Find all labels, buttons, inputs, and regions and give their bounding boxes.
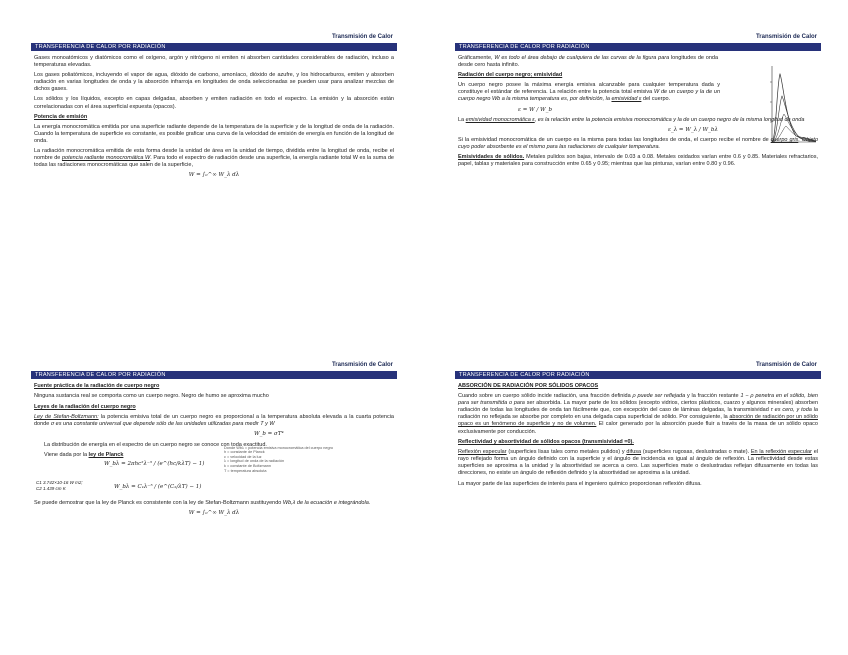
paragraph: La energía monocromática emitida por una superficie radiante depende de la temperatura de la superficie y de la longitud de onda de la radiación. Cuando la temperatura de superficie es constante, es posible graficar una curva de la velocidad de emisión de energía en función de la longitud de onda. <box>34 123 394 144</box>
section-heading: Radiación del cuerpo negro; emisividad <box>458 72 563 79</box>
section-bar: TRANSFERENCIA DE CALOR POR RADIACIÓN <box>455 43 821 51</box>
paragraph <box>458 449 818 477</box>
term: potencia radiante monocromática W <box>61 155 151 162</box>
slide-3 <box>31 360 397 650</box>
text: absorción de radiación por un sólido opaco es un fenómeno de superficie y no de volumen. <box>458 414 818 428</box>
text: , es la relación entre la potencia emisiva monocromática y la de un cuerpo negro de la misma longitud de onda <box>534 116 805 123</box>
paragraph: Ninguna sustancia real se comporta como un cuerpo negro. Negro de humo se aproxima mucho <box>34 393 269 400</box>
text: longitudes de onda desde cero hasta infinito. <box>458 55 718 69</box>
equation: W_b = σT⁴ <box>254 431 284 438</box>
slide-header: Transmisión de Calor <box>331 362 393 368</box>
term: ley de Planck <box>88 451 124 458</box>
section-heading: Potencia de emisión <box>34 113 88 120</box>
slide-body <box>455 383 821 488</box>
legend-line: Donde Wbλ = potencia emisiva monocromática del cuerpo negro <box>224 445 334 450</box>
section-heading: ABSORCIÓN DE RADIACIÓN POR SÓLIDOS OPACOS <box>458 383 599 389</box>
text: Viene dada por la <box>44 451 89 458</box>
equation: ε_λ = W_λ / W_bλ <box>668 126 718 133</box>
text: 1 − ρ penetra en el sólido, bien para ser transmitida o para <box>458 393 818 407</box>
term: En la reflexión especular <box>750 448 812 455</box>
section-bar: TRANSFERENCIA DE CALOR POR RADIACIÓN <box>455 371 821 379</box>
text: La radiación monocromática emitida de esta forma desde la unidad de área en la unidad de tiempo, dividida entre la longitud de onda, recibe el nombre de <box>34 148 394 162</box>
slide-1 <box>31 32 397 322</box>
paragraph <box>34 148 394 169</box>
term: Ley de Stefan-Boltzmann: <box>34 414 99 421</box>
text: ser absorbida. La mayor parte de los sólidos (excepto vidrios, ciertos plásticos, cuarzo y algunos minerales) absorben radiación de todas las longitudes de onda tan fácilmente que, con excepción del caso de láminas delgadas, la transmisividad <box>458 400 818 414</box>
legend-line: h = constante de Planck <box>224 450 265 455</box>
term: difusa <box>626 448 642 455</box>
paragraph <box>34 414 394 428</box>
term: emisividad monocromática ε <box>465 116 535 123</box>
section-heading: Fuente práctica de la radiación de cuerpo negro <box>34 383 160 389</box>
term: emisividad ε <box>611 96 642 103</box>
paragraph <box>34 500 394 507</box>
text: Gráficamente, <box>458 55 495 61</box>
paragraph <box>458 154 818 168</box>
planck-legend <box>224 446 394 474</box>
section-heading: Reflectividad y absortividad de sólidos opacos (transmisividad =0). <box>458 438 634 445</box>
term: cuerpo gris <box>770 136 799 143</box>
paragraph: Los gases poliatómicos, incluyendo el vapor de agua, dióxido de carbono, amoníaco, dióxido de azufre, y los hidrocarburos, emiten y absorben radiación en varias longitudes de onda y la absorción infrarroja en longitudes de onda seleccionadas se pueden usar para analizar mezclas de dichos gases. <box>34 72 394 93</box>
paragraph <box>458 393 818 436</box>
constant: C2 1.439 cm K <box>36 485 66 491</box>
text: τ es cero, y toda la <box>770 407 818 414</box>
legend-line: λ = longitud de onda de la radiación <box>224 459 285 464</box>
slide-2 <box>455 32 821 322</box>
paragraph: Los sólidos y los líquidos, excepto en capas delgadas, absorben y emiten radiación en todo el espectro. La emisión y la absorción están correlacionadas con el área superficial expuesta (opacos). <box>34 96 394 110</box>
text: El calor generado por la absorción puede fluir a través de la masa de un sólido opaco exclusivamente por conducción. <box>458 421 818 435</box>
text: y la fracción restante <box>685 393 741 400</box>
slide-body <box>31 55 397 179</box>
text: La <box>458 116 466 123</box>
paragraph <box>458 82 720 103</box>
constant: C1 3.742×10-16 W m2; <box>36 479 83 485</box>
text: Metales pulidos son bajas, intervalo de 0.03 a 0.08. Metales oxidados varían entre 0.6 y 0.85. Materiales refractarios, papel, tablas y materiales para construcción entre 0.65 y 0.95; mientras que las pinturas, varían entre 0.80 y 0.96. <box>458 154 818 168</box>
term: Emisividades de sólidos. <box>458 154 525 161</box>
text: el rayo reflejado forma un ángulo definido con la superficie y el ángulo de incidencia es igual al ángulo de reflexión. La reflectividad desde estas superficies se aproxima a la unidad y la absortividad se acerca a cero. Las superficies mate o deslustradas reflejan difusamente en todas las direcciones, no existe un ángulo de reflexión definido y la absortividad se aproxima a la unidad. <box>458 448 818 477</box>
blackbody-curves-figure <box>762 62 818 152</box>
legend-line: T = temperatura absoluta <box>224 468 267 473</box>
text: Un cuerpo negro posee la máxima energía emisiva alcanzable para cualquier temperatura dada y constituye el estándar de referencia. La relación entre la potencia total emisiva <box>458 82 720 96</box>
text: W de un cuerpo y la de un cuerpo negro Wb a la misma temperatura es, por definición, la <box>458 89 720 103</box>
equation: W_bλ = 2πhc²λ⁻⁵ / (e^(hc/kλT) − 1) <box>104 460 205 467</box>
text: Wb,λ de la ecuación e integrándola. <box>282 499 371 506</box>
section-bar: TRANSFERENCIA DE CALOR POR RADIACIÓN <box>31 43 397 51</box>
slide-body <box>31 383 397 517</box>
text: (superficies lisas tales como metales pulidos) y <box>506 448 627 455</box>
text: σ es una constante universal que depende sólo de las unidades utilizadas para medir T y W <box>50 421 275 428</box>
text: Si la emisividad monocromática de un cuerpo es la misma para todas las longitudes de onda, el cuerpo recibe el nombre de <box>458 136 771 143</box>
term: Reflexión especular <box>458 448 507 455</box>
text: la potencia emisiva total de un cuerpo negro es proporcional a la temperatura absoluta elevada a la cuarta potencia donde <box>34 414 394 428</box>
slide-4 <box>455 360 821 650</box>
slide-header: Transmisión de Calor <box>755 362 817 368</box>
section-heading: Leyes de la radiación del cuerpo negro <box>34 404 136 411</box>
equation: W = ∫₀^∞ W_λ dλ <box>188 172 240 179</box>
section-bar: TRANSFERENCIA DE CALOR POR RADIACIÓN <box>31 371 397 379</box>
legend-line: c = velocidad de la luz <box>224 454 262 459</box>
equation: W = ∫₀^∞ W_λ dλ <box>188 509 240 516</box>
slide-header: Transmisión de Calor <box>331 34 393 40</box>
text: del cuerpo. <box>641 96 671 103</box>
text: (superficies rugosas, deslustradas o mate). <box>641 448 751 455</box>
equation: W_bλ = C₁λ⁻⁵ / (e^(C₂/λT) − 1) <box>114 483 202 490</box>
paragraph: La distribución de energía en el espectro de un cuerpo negro se conoce con toda exactitud. <box>44 441 267 448</box>
slide-header: Transmisión de Calor <box>755 34 817 40</box>
text: Se puede demostrar que la ley de Planck es consistente con la ley de Stefan-Boltzmann sustituyendo <box>34 499 283 506</box>
paragraph <box>458 55 718 69</box>
text: Cuando sobre un cuerpo sólido incide radiación, una fracción definida <box>458 393 633 400</box>
text: . Objeto cuyo poder absorbente es el mismo para las radiaciones de cualquier temperatura. <box>458 136 818 150</box>
text: ρ puede ser reflejada <box>632 393 686 400</box>
paragraph: La mayor parte de las superficies de interés para el ingeniero químico proporcionan reflexión difusa. <box>458 481 702 488</box>
text: . Para todo el espectro de radiación desde una superficie, la energía radiante total W es la suma de todas las radiaciones monocromáticas que salen de la superficie, <box>34 155 394 169</box>
text: W es todo el área debajo de cualquiera de las curvas de la figura para <box>494 55 670 61</box>
paragraph: Gases monoatómicos y diatómicos como el oxígeno, argón y nitrógeno ni emiten ni absorben cantidades considerables de radiación, incluso a temperaturas elevadas. <box>34 55 394 69</box>
planck-block <box>34 445 394 500</box>
legend-line: k = constante de Boltzmann <box>224 464 271 469</box>
text: radiación no reflejada se absorbe por completo en una delgada capa superficial de sólido. Por consiguiente, la <box>458 414 730 421</box>
equation: ε = W / W_b <box>518 106 552 113</box>
